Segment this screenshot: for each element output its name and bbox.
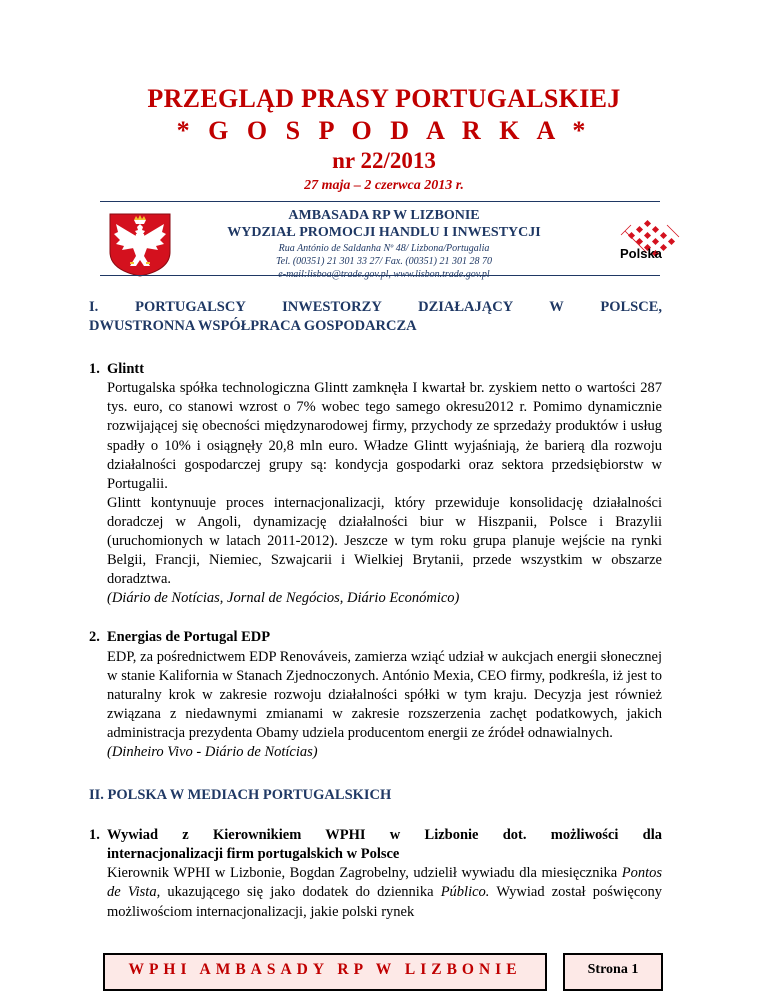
paragraph-text: Kierownik WPHI w Lizbonie, Bogdan Zagrobelny, udzielił wywiadu dla miesięcznika xyxy=(107,865,622,882)
article-heading-line2: internacjonalizacji firm portugalskich w Polsce xyxy=(107,846,400,863)
phone-line: Tel. (00351) 21 301 33 27/ Fax. (00351) 21 301 28 70 xyxy=(275,256,492,267)
article-paragraph: Glintt kontynuuje proces internacjonalizacji, który przewiduje konsolidację działalności doradczej w Angoli, dynamizację działalności biur w Hiszpanii, Polsce i Brazylii (uruchomionych w latach 2011-2012). Jeszcze w tym roku grupa planuje wejście na rynki Belgii, Francji, Niemiec, Szwajcarii i Wielkiej Brytanii, przede wszystkim w obszarze doradztwa. xyxy=(107,494,662,588)
page-footer xyxy=(103,953,665,991)
paragraph-text: ukazującego się jako dodatek do dziennika xyxy=(160,884,441,901)
trade-department-name: WYDZIAŁ PROMOCJI HANDLU I INWESTYCJI xyxy=(227,225,541,240)
footer-label: WPHI AMBASADY RP W LIZBONIE xyxy=(128,961,522,978)
polska-logo-text: Polska xyxy=(620,246,662,261)
article-number: 1. xyxy=(89,827,100,844)
document-title: PRZEGLĄD PRASY PORTUGALSKIEJ xyxy=(147,84,621,113)
article-heading: Energias de Portugal EDP xyxy=(107,629,271,646)
article-paragraph: EDP, za pośrednictwem EDP Renováveis, zamierza wziąć udział w aukcjach energii słonecznej w stanie Kalifornia w Stanach Zjednoczonych. António Mexia, CEO firmy, podkreśla, iż jest to naturalny krok w zakresie rozwoju działalności spółki w tym kraju. Decyzja jest również związana z niedawnymi zmianami w zakresie rozszerzenia zachęt podatkowych, jakich administracja prezydenta Obamy udziela producentom energii ze źródeł odnawialnych. xyxy=(107,648,662,741)
publication-name: Público. xyxy=(440,884,490,901)
article-interview xyxy=(89,826,662,921)
article-edp xyxy=(89,628,662,762)
header-divider-top xyxy=(100,201,660,202)
issue-number: nr 22/2013 xyxy=(332,148,436,173)
section-1-title-line1: I. PORTUGALSCY INWESTORZY DZIAŁAJĄCY W POLSCE, xyxy=(89,299,662,315)
section-2-title: II. POLSKA W MEDIACH PORTUGALSKICH xyxy=(89,787,392,804)
embassy-name: AMBASADA RP W LIZBONIE xyxy=(288,208,480,223)
email-line: e-mail:lisboa@trade.gov.pl, www.lisbon.trade.gov.pl xyxy=(278,269,490,280)
article-number: 1. xyxy=(89,361,100,378)
article-heading: Glintt xyxy=(107,361,145,378)
address-line: Rua António de Saldanha Nº 48/ Lizbona/Portugalia xyxy=(278,243,490,254)
footer-label-box xyxy=(103,953,547,991)
header-divider-bottom xyxy=(100,275,660,276)
article-paragraph: Portugalska spółka technologiczna Glintt zamknęła I kwartał br. zyskiem netto o wartości 287 tys. euro, co stanowi wzrost o 7% wobec tego samego okresu2012 r. Pomimo dynamicznie rozwijającej się obecności międzynarodowej firmy, przychody ze sprzedaży produktów i usług spadły o 10% i osiągnęły 20,8 mln euro. Władze Glintt wyjaśniają, że barierą dla rozwoju działalności gospodarczej grupy są: kondycja gospodarki oraz sektora przedsiębiorstw w Portugalii. xyxy=(107,380,662,492)
paragraph-text: Wywiad został poświęcony możliwościom internacjonalizacji, jakie polski rynek xyxy=(107,884,662,920)
article-number: 2. xyxy=(89,629,100,646)
article-source: (Dinheiro Vivo - Diário de Notícias) xyxy=(107,743,318,760)
publication-name: Pontos de Vista, xyxy=(107,865,662,901)
article-source: (Diário de Notícias, Jornal de Negócios, Diário Económico) xyxy=(107,590,460,607)
section-1-title-line2: DWUSTRONNA WSPÓŁPRACA GOSPODARCZA xyxy=(89,318,417,335)
page-number: Strona 1 xyxy=(587,962,639,977)
document-subtitle: * G O S P O D A R K A * xyxy=(176,116,592,145)
article-heading-line1: Wywiad z Kierownikiem WPHI w Lizbonie dot. możliwości dla xyxy=(107,827,662,844)
document-body xyxy=(89,298,662,922)
article-paragraph xyxy=(107,864,662,921)
issue-dates: 27 maja – 2 czerwca 2013 r. xyxy=(304,178,464,193)
page-number-box xyxy=(563,953,663,991)
article-glintt xyxy=(89,360,662,608)
